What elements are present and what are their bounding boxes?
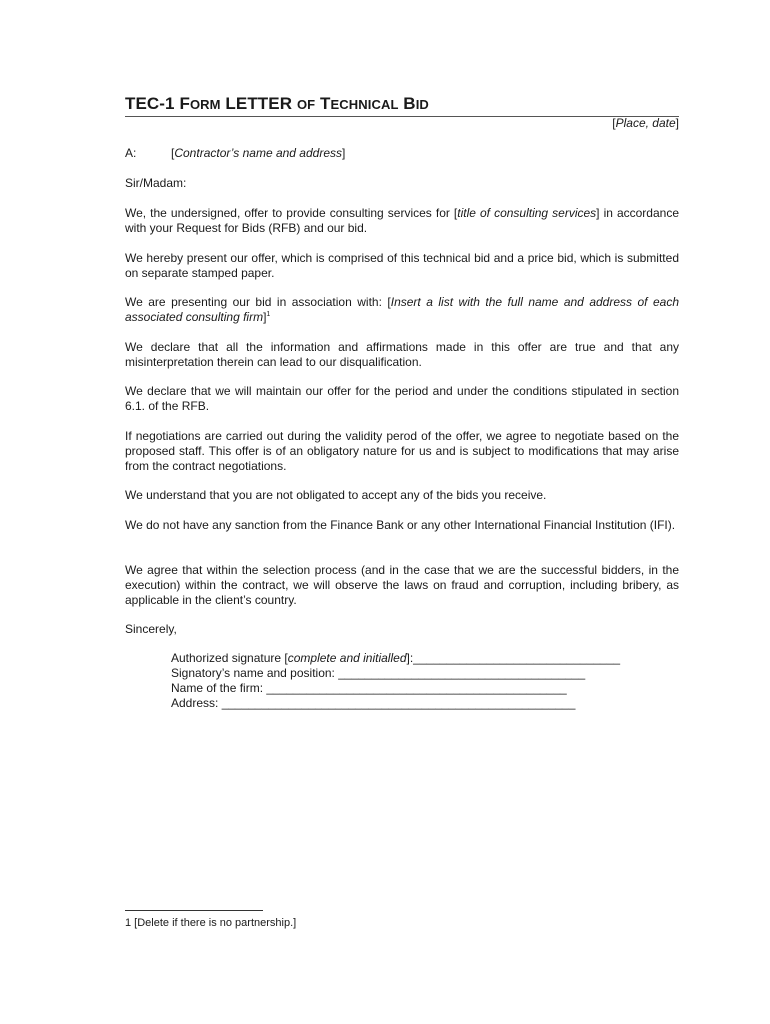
paragraph-text: We, the undersigned, offer to provide consulting services for [	[125, 206, 458, 220]
title-text: OF	[296, 97, 316, 112]
bracket: ]	[675, 116, 679, 130]
footnote-separator	[125, 910, 263, 911]
addressee-label: A:	[125, 146, 137, 160]
bracket: [	[171, 146, 175, 160]
place-date	[612, 116, 679, 130]
closing: Sincerely,	[125, 622, 177, 636]
paragraph-3	[125, 295, 679, 325]
title-text: ECHNICAL	[330, 97, 399, 112]
address-line: Address: _____________________________________________________	[171, 696, 576, 710]
place-date-text: Place, date	[615, 116, 676, 130]
title-text: ID	[415, 97, 429, 112]
title-text: T	[315, 94, 331, 113]
signatory-line: Signatory’s name and position: _____________________________________	[171, 666, 586, 680]
footnote-ref: 1	[266, 311, 271, 318]
footnote: 1 [Delete if there is no partnership.]	[125, 917, 297, 929]
title-text: TEC-1 F	[125, 94, 190, 113]
paragraph-text: ]	[263, 310, 267, 324]
signature-line	[171, 651, 620, 666]
paragraph-4: We declare that all the information and affirmations made in this offer are true and that any misinterpretation therein can lead to our disqualification.	[125, 340, 679, 369]
paragraph-9: We agree that within the selection process (and in the case that we are the successful bidders, in the execution) within the contract, we will observe the laws on fraud and corruption, including bribery, as applicable in the client’s country.	[125, 563, 679, 607]
paragraph-text: ] in accordance with your Request for Bids (RFB) and our bid.	[125, 206, 680, 235]
paragraph-2: We hereby present our offer, which is comprised of this technical bid and a price bid, which is submitted on separate stamped paper.	[125, 251, 679, 280]
addressee-text: Contractor’s name and address	[174, 146, 342, 160]
paragraph-7: We understand that you are not obligated to accept any of the bids you receive.	[125, 488, 547, 502]
paragraph-1	[125, 206, 679, 236]
paragraph-6: If negotiations are carried out during the validity perod of the offer, we agree to negotiate based on the proposed staff. This offer is of an obligatory nature for us and is subject to modifications that may arise from the contract negotiations.	[125, 429, 679, 473]
paragraph-5: We declare that we will maintain our offer for the period and under the conditions stipulated in section 6.1. of the RFB.	[125, 384, 679, 413]
title-text: ORM	[189, 97, 221, 112]
document-title	[125, 94, 679, 117]
salutation: Sir/Madam:	[125, 176, 187, 190]
bracket: [	[612, 116, 616, 130]
firm-name-line: Name of the firm: _____________________________________________	[171, 681, 567, 695]
paragraph-italic: title of consulting services	[457, 206, 597, 220]
addressee	[125, 146, 345, 160]
signature-text: Authorized signature [	[171, 651, 288, 665]
signature-block	[171, 651, 620, 711]
signature-italic: complete and initialled	[287, 651, 407, 665]
signature-text: ]:_______________________________	[406, 651, 621, 665]
title-text: B	[398, 94, 416, 113]
paragraph-italic: Insert a list with the full name and address of each associated consulting firm	[125, 295, 680, 324]
paragraph-text: We are presenting our bid in association with: [	[125, 295, 391, 309]
title-text: LETTER	[220, 94, 297, 113]
paragraph-8: We do not have any sanction from the Finance Bank or any other International Financial Institution (IFI).	[125, 518, 676, 532]
bracket: ]	[342, 146, 346, 160]
